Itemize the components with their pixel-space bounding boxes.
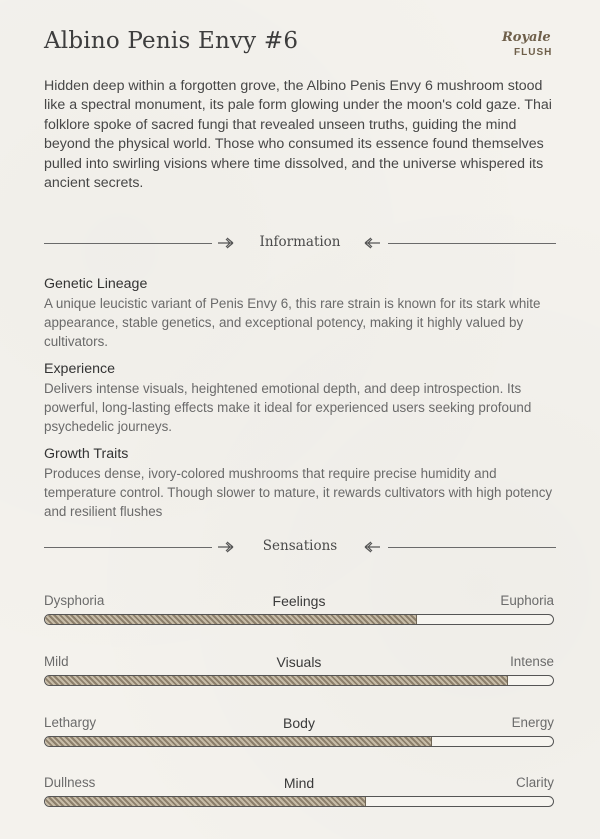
scale-feelings — [44, 593, 554, 633]
brand-logo — [502, 30, 562, 64]
scale-low-label: Mild — [44, 654, 69, 669]
scale-visuals — [44, 654, 554, 694]
information-divider — [44, 233, 556, 253]
scale-low-label: Dysphoria — [44, 593, 105, 608]
section-body: A unique leucistic variant of Penis Envy 6, this rare strain is known for its stark white appearance, stable genetics, and exceptional potency, making it highly valued by cultivators. — [44, 296, 541, 350]
scale-mind — [44, 775, 554, 815]
sensations-heading: Sensations — [262, 538, 338, 554]
section-body: Delivers intense visuals, heightened emotional depth, and deep introspection. Its powerful, long-lasting effects make it ideal for experienced users seeking profound psychedelic journeys. — [44, 381, 532, 435]
scale-fill — [45, 797, 366, 806]
page-title: Albino Penis Envy #6 — [44, 28, 299, 54]
logo-sub: FLUSH — [514, 47, 553, 58]
arrow-ornament-icon — [362, 233, 382, 253]
section-genetic-lineage — [44, 276, 564, 352]
scale-name: Mind — [283, 775, 315, 791]
section-growth-traits — [44, 446, 564, 522]
scale-high-label: Intense — [510, 654, 554, 669]
information-heading: Information — [259, 234, 341, 250]
divider-line-right — [388, 243, 556, 244]
divider-line-right — [388, 547, 556, 548]
scale-fill — [45, 615, 417, 624]
scale-low-label: Lethargy — [44, 715, 97, 730]
scale-bar — [44, 736, 554, 747]
scale-bar — [44, 796, 554, 807]
intro-paragraph: Hidden deep within a forgotten grove, the Albino Penis Envy 6 mushroom stood like a spectral monument, its pale form glowing under the moon's cold gaze. Thai folklore spoke of sacred fungi that revealed unseen truths, guiding the mind beyond the physical world. Those who consumed its essence found themselves pulled into swirling visions where time dissolved, and the universe whispered its ancient secrets. — [44, 78, 552, 192]
arrow-ornament-icon — [362, 537, 382, 557]
scale-name: Body — [283, 715, 315, 731]
scale-name: Visuals — [276, 654, 322, 670]
scale-fill — [45, 737, 432, 746]
scale-high-label: Energy — [511, 715, 554, 730]
scale-bar — [44, 675, 554, 686]
scale-fill — [45, 676, 508, 685]
scale-body — [44, 715, 554, 755]
scale-high-label: Clarity — [516, 775, 554, 790]
section-experience — [44, 361, 564, 437]
section-title: Growth Traits — [44, 446, 129, 462]
section-title: Experience — [44, 361, 115, 377]
section-body: Produces dense, ivory-colored mushrooms that require precise humidity and temperature control. Though slower to mature, it rewards cultivators with high potency and resilient flushes — [44, 466, 553, 520]
scale-low-label: Dullness — [44, 775, 96, 790]
scale-high-label: Euphoria — [500, 593, 554, 608]
sensations-divider — [44, 537, 556, 557]
logo-script: Royale — [502, 30, 551, 45]
scale-name: Feelings — [272, 593, 326, 609]
scale-bar — [44, 614, 554, 625]
section-title: Genetic Lineage — [44, 276, 148, 292]
